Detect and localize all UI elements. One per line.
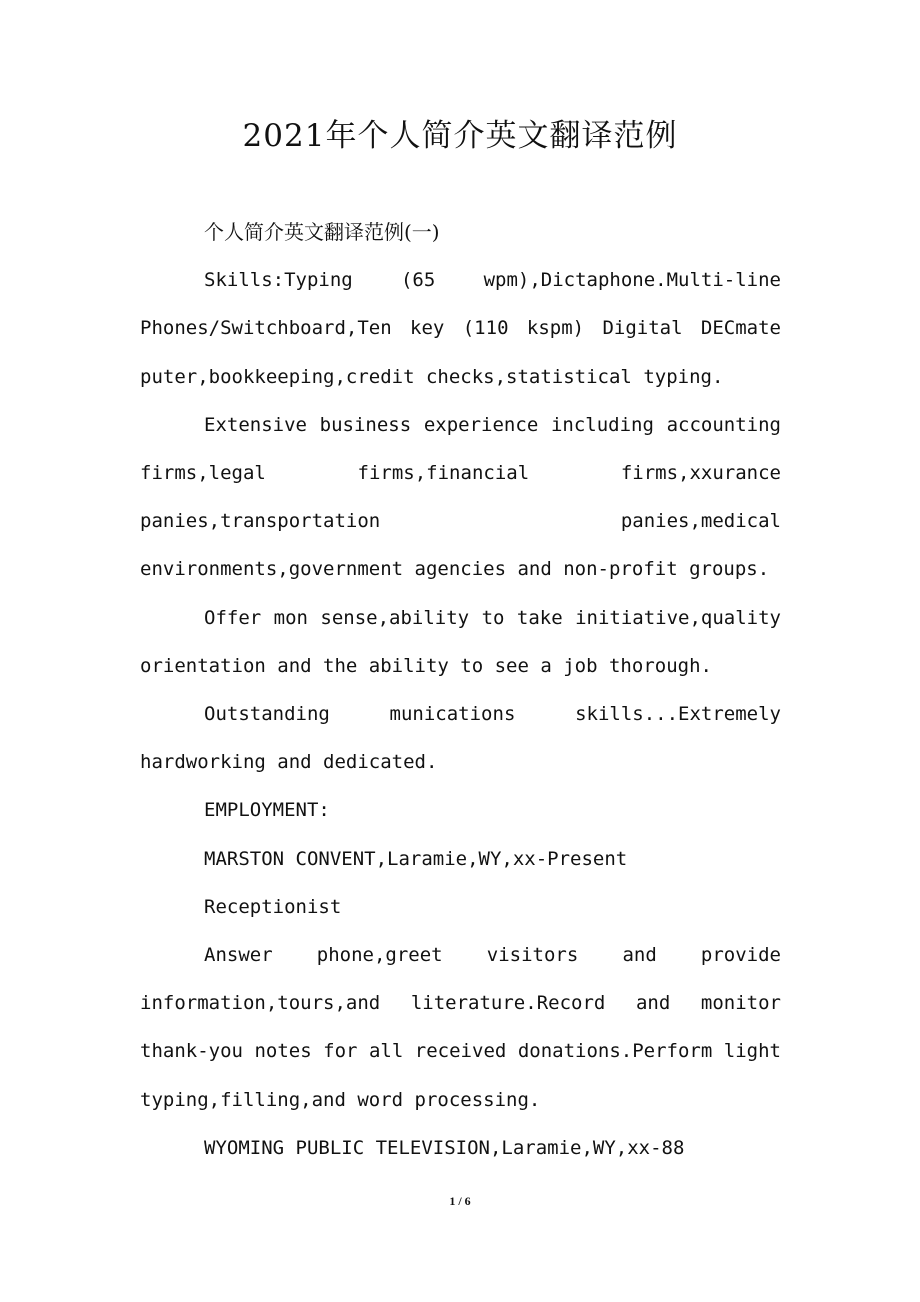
employer-marston: MARSTON CONVENT,Laramie,WY,xx-Present <box>204 847 628 870</box>
document-title: 2021年个人简介英文翻译范例 <box>242 118 678 154</box>
paragraph-experience: Extensive business experience including accounting firms,legal firms,financial firms,xxurance panies,transportation panies,medical environments,government agencies and non-profit groups. <box>140 413 781 581</box>
job-title-receptionist: Receptionist <box>204 895 342 918</box>
paragraph-communications: Outstanding munications skills...Extremely hardworking and dedicated. <box>140 703 781 774</box>
section-heading: 个人简介英文翻译范例(一) <box>204 220 440 244</box>
employer-wyoming: WYOMING PUBLIC TELEVISION,Laramie,WY,xx-88 <box>204 1136 685 1159</box>
document-body <box>140 208 781 1172</box>
paragraph-skills: Skills:Typing (65 wpm),Dictaphone.Multi-line Phones/Switchboard,Ten key (110 kspm) Digital DECmate puter,bookkeeping,credit checks,statistical typing. <box>140 269 781 388</box>
page-number: 1 / 6 <box>449 1194 471 1208</box>
paragraph-duties: Answer phone,greet visitors and provide information,tours,and literature.Record and monitor thank-you notes for all received donations.Perform light typing,filling,and word processing. <box>140 944 781 1111</box>
paragraph-offer: Offer mon sense,ability to take initiative,quality orientation and the ability to see a job thorough. <box>140 606 781 677</box>
employment-heading: EMPLOYMENT: <box>204 799 330 822</box>
